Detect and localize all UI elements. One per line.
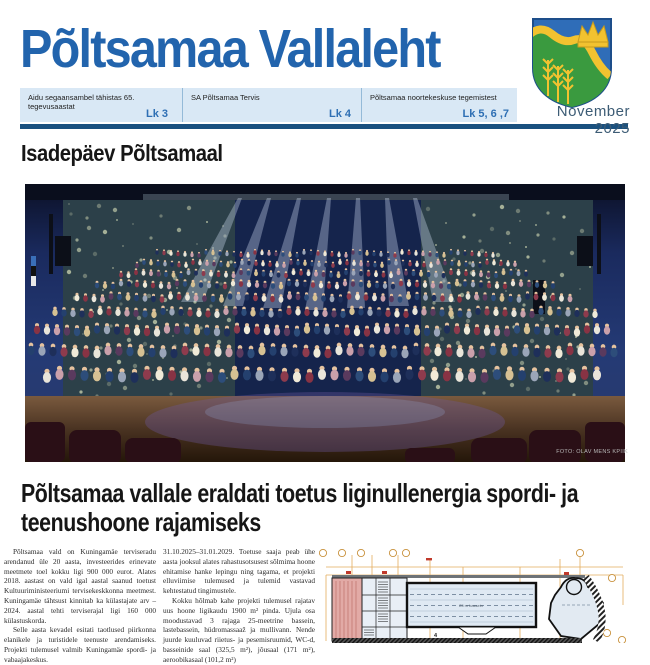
plan-pink-block xyxy=(332,578,362,641)
plan-pool xyxy=(407,583,536,634)
paragraph: Põltsamaa vald on Kuningamäe terviseradu arendanud üle 20 aasta, investeerides erinevate meetmete toel kokku ligi 900 000 eurot. Alates 2018. aastast on vald igal aastal saanud toetust Kultuuriministeeriumi tervisekeskkonna meetmest. Kuningamäe tähtsust kinnitab ka külastajate arv – 2024. aastal tehti terviserajal ligi 160 000 külastuskorda. xyxy=(4,547,156,625)
plan-rooms xyxy=(362,578,407,641)
dimension-label: 4 xyxy=(434,633,438,639)
plan-markers xyxy=(346,558,569,575)
paragraph: 31.10.2025–31.01.2029. Toetuse saaja peab ühe aasta jooksul alates rahastusotsusest sõlmima hoone ehitamise hanke lepingu ning tagama, et projekti elluviimise tulemused ja tulemid vastavad kehtestatud tingimustele. xyxy=(163,547,315,596)
coat-of-arms xyxy=(526,14,618,110)
photo-credit: FOTO: OLAV MENS KPIIK xyxy=(556,449,628,455)
floor-plan xyxy=(318,545,650,643)
event-photo xyxy=(25,184,625,462)
teaser-item-2 xyxy=(182,88,361,122)
teaser-page-ref: Lk 4 xyxy=(328,108,351,120)
teaser-text: Põltsamaa noortekeskuse tegemistest xyxy=(370,93,497,102)
teaser-text: Aidu segaansambel tähistas 65. tegevusaastat xyxy=(28,93,135,111)
headline-toetus: Põltsamaa vallale eraldati toetus liginullenergia spordi- ja teenushoone rajamiseks xyxy=(21,478,579,537)
ground-strip xyxy=(332,638,582,643)
issue-date: November 2025 xyxy=(556,103,630,137)
teaser-page-ref: Lk 3 xyxy=(145,108,168,120)
coat-of-arms-icon xyxy=(526,14,618,110)
pool-label: 25 m bassein xyxy=(459,603,483,608)
paragraph: Selle aasta kevadel esitati taotlused piirkonna elanikele ja turistidele teenuste arendamiseks. Projekti tulemusel valmib Kuningamäe spordi- ja vabaajakeskus. xyxy=(4,625,156,664)
teaser-item-1 xyxy=(20,88,182,122)
teaser-page-ref: Lk 5, 6 ,7 xyxy=(462,108,509,120)
teaser-text: SA Põltsamaa Tervis xyxy=(191,93,260,102)
article-column-1 xyxy=(4,547,156,665)
headline-isadepaev: Isadepäev Põltsamaal xyxy=(21,140,223,166)
newspaper-title: Põltsamaa Vallaleht xyxy=(20,19,440,79)
article-column-2 xyxy=(163,547,315,665)
paragraph: Kokku hõlmab kahe projekti tulemusel rajatav uus hoone ligikaudu 1900 m² pinda. Ujula osa moodustavad 3 rajaga 25-meetrine bassein, lastebassein, hüdromassaaž ja mullivann. Nende juurde kuuluvad riietus- ja pesemisruumid, WC-d, basseinide saal (325,5 m²), jõusaal (171 m²), aeroobikasaal (101,2 m²) xyxy=(163,595,315,664)
teaser-bar xyxy=(20,88,517,122)
teaser-item-3 xyxy=(361,88,517,122)
flag xyxy=(31,256,36,286)
